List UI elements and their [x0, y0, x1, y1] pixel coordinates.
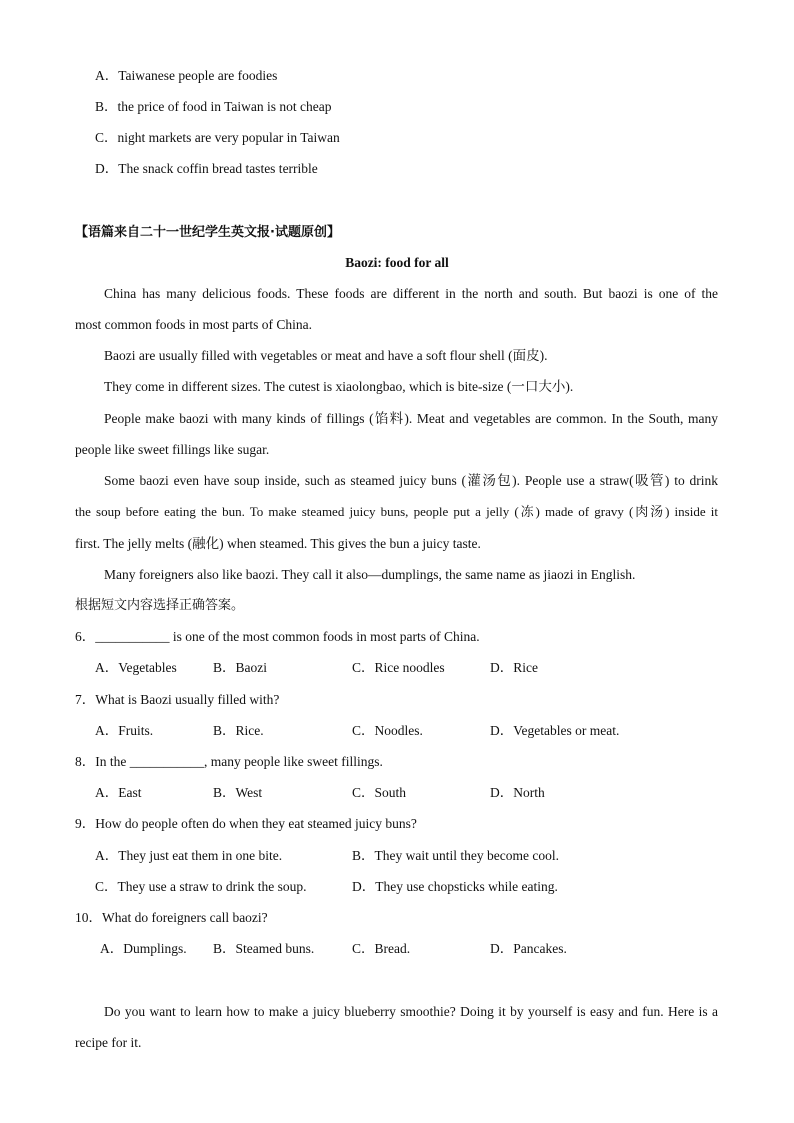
- q9-option-b[interactable]: B．They wait until they become cool.: [352, 848, 559, 863]
- question-6-stem: 6．___________ is one of the most common foods in most parts of China.: [75, 629, 480, 644]
- q10-option-c[interactable]: C．Bread.: [352, 941, 411, 956]
- q7-option-a[interactable]: A．Fruits.: [95, 723, 154, 738]
- q9-option-c[interactable]: C．They use a straw to drink the soup.: [95, 879, 307, 894]
- question-7-options: [0, 722, 794, 740]
- passage-line-9: first. The jelly melts (融化) when steamed. This gives the bun a juicy taste.: [75, 536, 481, 551]
- question-9-options-row-2: [0, 878, 794, 896]
- passage-line-6: people like sweet fillings like sugar.: [75, 442, 270, 457]
- q10-option-b[interactable]: B．Steamed buns.: [213, 941, 315, 956]
- passage-title: Baozi: food for all: [345, 255, 449, 270]
- q6-option-b[interactable]: B．Baozi: [213, 660, 267, 675]
- q9-option-a[interactable]: A．They just eat them in one bite.: [95, 848, 283, 863]
- passage-line-7: Some baozi even have soup inside, such as steamed juicy buns (灌汤包). People use a straw(吸管) to drink: [104, 473, 718, 488]
- q8-option-c[interactable]: C．South: [352, 785, 407, 800]
- prev-option-a: A．Taiwanese people are foodies: [95, 68, 278, 83]
- question-9-stem: 9．How do people often do when they eat steamed juicy buns?: [75, 816, 417, 831]
- question-10-stem: 10．What do foreigners call baozi?: [75, 910, 268, 925]
- q7-option-c[interactable]: C．Noodles.: [352, 723, 423, 738]
- question-6-options: [0, 659, 794, 677]
- passage-line-1: China has many delicious foods. These foods are different in the north and south. But baozi is one of the: [104, 286, 718, 301]
- q8-option-d[interactable]: D．North: [490, 785, 545, 800]
- q7-option-b[interactable]: B．Rice.: [213, 723, 264, 738]
- source-note: 【语篇来自二十一世纪学生英文报·试题原创】: [75, 225, 340, 240]
- prev-option-d: D．The snack coffin bread tastes terrible: [95, 161, 318, 176]
- q10-option-d[interactable]: D．Pancakes.: [490, 941, 567, 956]
- question-10-options: [0, 940, 794, 958]
- prev-option-c: C．night markets are very popular in Taiwan: [95, 130, 340, 145]
- question-7-stem: 7．What is Baozi usually filled with?: [75, 692, 280, 707]
- passage-line-2: most common foods in most parts of China.: [75, 317, 312, 332]
- q7-option-d[interactable]: D．Vegetables or meat.: [490, 723, 620, 738]
- q6-option-c[interactable]: C．Rice noodles: [352, 660, 445, 675]
- q6-option-a[interactable]: A．Vegetables: [95, 660, 177, 675]
- question-8-stem: 8．In the ___________, many people like sweet fillings.: [75, 754, 383, 769]
- passage-line-10: Many foreigners also like baozi. They call it also—dumplings, the same name as jiaozi in English.: [104, 567, 636, 582]
- prev-option-b: B．the price of food in Taiwan is not cheap: [95, 99, 332, 114]
- passage-line-3: Baozi are usually filled with vegetables or meat and have a soft flour shell (面皮).: [104, 348, 548, 363]
- question-9-options-row-1: [0, 847, 794, 865]
- next-passage-line-1: Do you want to learn how to make a juicy blueberry smoothie? Doing it by yourself is easy and fun. Here is a: [104, 1004, 718, 1019]
- instruction: 根据短文内容选择正确答案。: [75, 598, 245, 613]
- passage-line-4: They come in different sizes. The cutest is xiaolongbao, which is bite-size (一口大小).: [104, 379, 574, 394]
- passage-line-5: People make baozi with many kinds of fillings (馅料). Meat and vegetables are common. In the South, many: [104, 411, 718, 426]
- q6-option-d[interactable]: D．Rice: [490, 660, 538, 675]
- next-passage-line-2: recipe for it.: [75, 1035, 142, 1050]
- passage-line-8: the soup before eating the bun. To make steamed juicy buns, people put a jelly (冻) made of gravy (肉汤) inside it: [75, 504, 718, 519]
- question-8-options: [0, 784, 794, 802]
- q8-option-a[interactable]: A．East: [95, 785, 142, 800]
- q9-option-d[interactable]: D．They use chopsticks while eating.: [352, 879, 558, 894]
- q10-option-a[interactable]: A．Dumplings.: [100, 941, 187, 956]
- q8-option-b[interactable]: B．West: [213, 785, 263, 800]
